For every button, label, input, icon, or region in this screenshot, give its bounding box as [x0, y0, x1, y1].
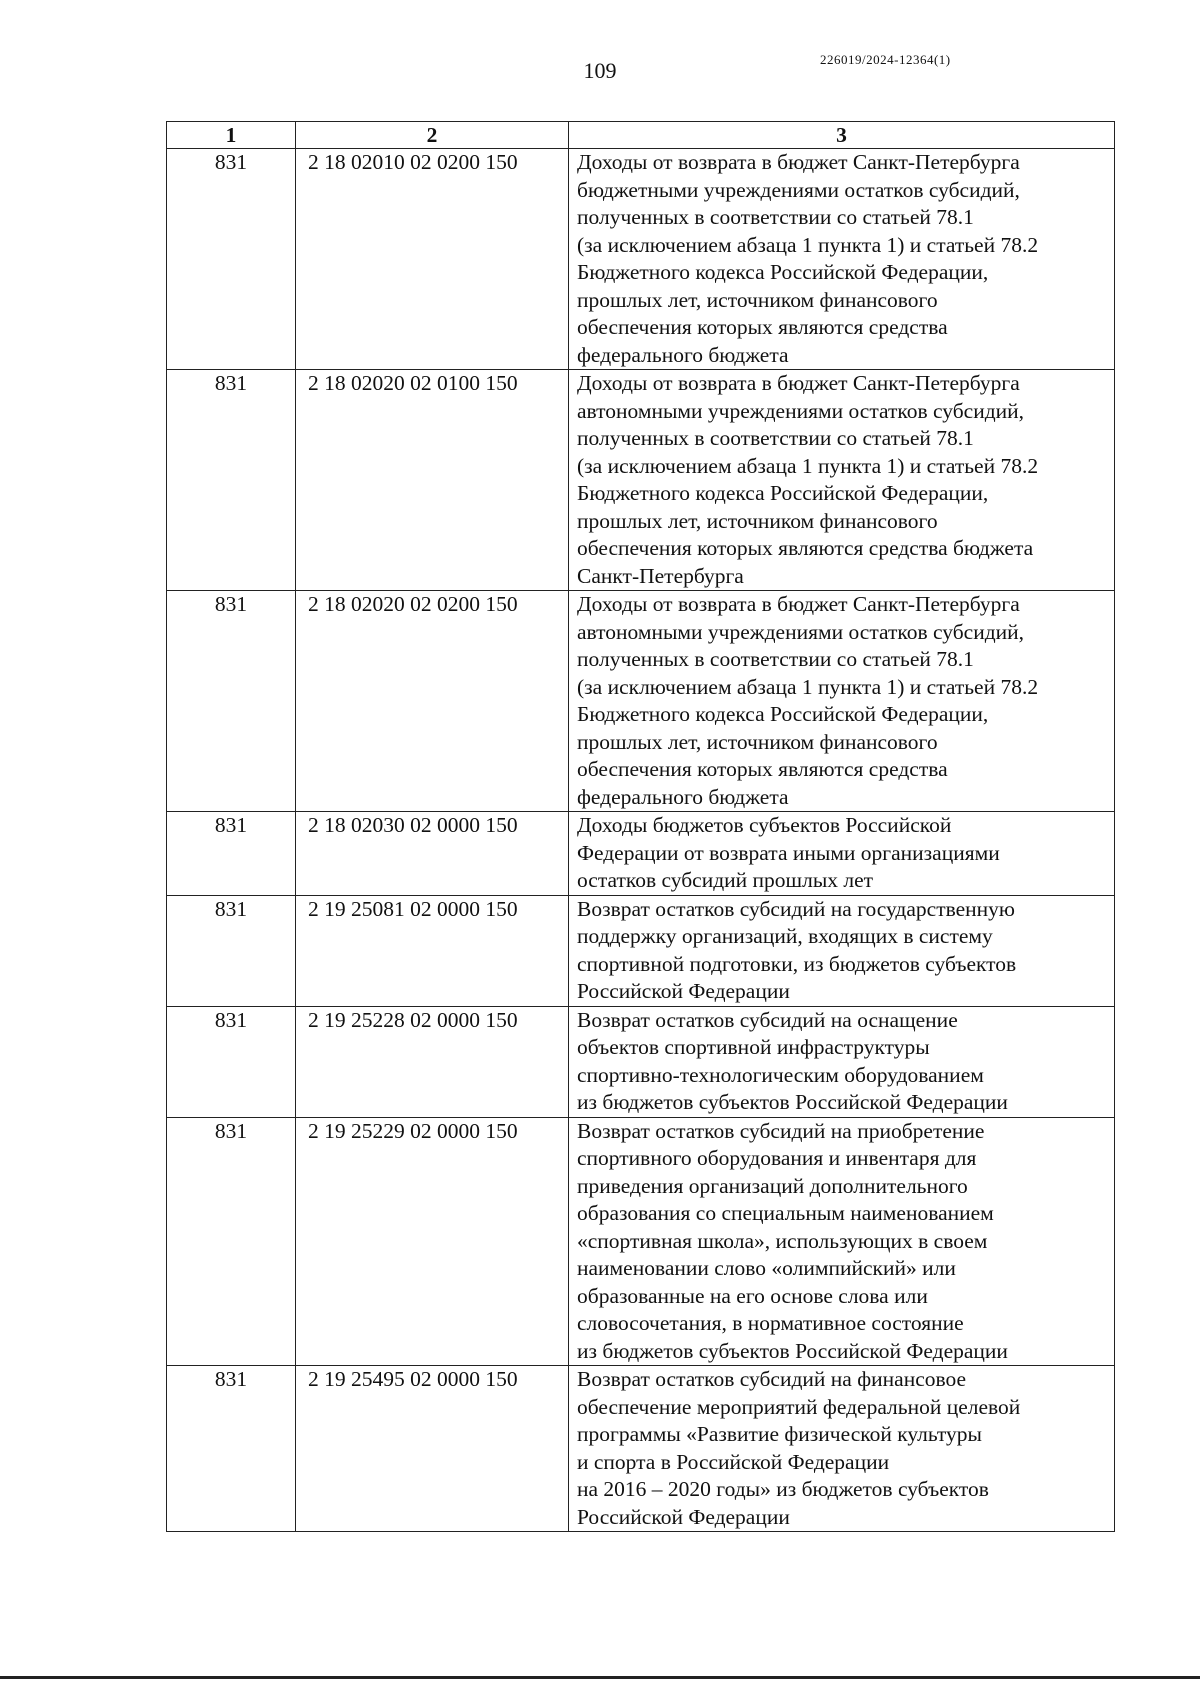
- description-line: спортивной подготовки, из бюджетов субъектов: [577, 951, 1017, 976]
- description-line: прошлых лет, источником финансового: [577, 287, 938, 312]
- description-line: спортивного оборудования и инвентаря для: [577, 1146, 977, 1170]
- column-header-2: 2: [296, 122, 569, 149]
- classification-code-cell: 2 18 02030 02 0000 150: [296, 812, 569, 896]
- classification-code-cell: 2 18 02020 02 0100 150: [296, 370, 569, 591]
- column-header-3: 3: [569, 122, 1115, 149]
- description-line: Санкт-Петербурга: [577, 563, 744, 588]
- description-line: автономными учреждениями остатков субсидий,: [577, 398, 1025, 423]
- table-row: [167, 812, 1115, 896]
- description-cell: [569, 1006, 1115, 1117]
- description-line: Доходы бюджетов субъектов Российской: [577, 813, 952, 837]
- classification-code-cell: 2 19 25495 02 0000 150: [296, 1366, 569, 1532]
- description-line: поддержку организаций, входящих в систему: [577, 924, 993, 948]
- admin-code-cell: 831: [167, 1366, 296, 1532]
- description-line: Доходы от возврата в бюджет Санкт-Петербурга: [577, 150, 1020, 174]
- description-line: образованные на его основе слова или: [577, 1283, 928, 1308]
- description-line: программы «Развитие физической культуры: [577, 1422, 982, 1446]
- table-row: [167, 895, 1115, 1006]
- description-line: полученных в соответствии со статьей 78.1: [577, 647, 974, 671]
- description-line: остатков субсидий прошлых лет: [577, 868, 874, 892]
- description-line: обеспечения которых являются средства: [577, 757, 948, 781]
- bottom-border-line: [0, 1676, 1200, 1679]
- description-line: спортивно-технологическим оборудованием: [577, 1062, 984, 1087]
- description-line: словосочетания, в нормативное состояние: [577, 1311, 964, 1335]
- admin-code-cell: 831: [167, 591, 296, 812]
- description-line: Российской Федерации: [577, 1504, 790, 1529]
- description-line: объектов спортивной инфраструктуры: [577, 1035, 930, 1059]
- page-number: 109: [583, 58, 617, 83]
- description-line: прошлых лет, источником финансового: [577, 729, 938, 754]
- description-cell: [569, 149, 1115, 370]
- description-line: Бюджетного кодекса Российской Федерации,: [577, 481, 989, 505]
- classification-code-cell: 2 18 02010 02 0200 150: [296, 149, 569, 370]
- classification-code-cell: 2 19 25081 02 0000 150: [296, 895, 569, 1006]
- description-line: наименовании слово «олимпийский» или: [577, 1256, 956, 1280]
- admin-code-cell: 831: [167, 895, 296, 1006]
- description-line: автономными учреждениями остатков субсидий,: [577, 619, 1025, 644]
- description-line: Федерации от возврата иными организациями: [577, 840, 1000, 865]
- table-body: [167, 149, 1115, 1532]
- classification-code-cell: 2 19 25229 02 0000 150: [296, 1117, 569, 1366]
- description-line: Возврат остатков субсидий на государственную: [577, 896, 1015, 921]
- description-line: приведения организаций дополнительного: [577, 1173, 968, 1198]
- description-cell: [569, 370, 1115, 591]
- description-line: федерального бюджета: [577, 342, 789, 367]
- admin-code-cell: 831: [167, 149, 296, 370]
- description-line: обеспечение мероприятий федеральной целевой: [577, 1394, 1021, 1419]
- description-cell: [569, 591, 1115, 812]
- budget-classification-table: [166, 121, 1115, 1532]
- description-line: Российской Федерации: [577, 979, 790, 1003]
- description-line: Возврат остатков субсидий на приобретение: [577, 1118, 985, 1143]
- description-cell: [569, 1117, 1115, 1366]
- description-line: Возврат остатков субсидий на оснащение: [577, 1007, 958, 1032]
- description-line: обеспечения которых являются средства бюджета: [577, 536, 1034, 560]
- description-line: полученных в соответствии со статьей 78.1: [577, 205, 974, 229]
- description-line: из бюджетов субъектов Российской Федерации: [577, 1090, 1008, 1114]
- admin-code-cell: 831: [167, 370, 296, 591]
- description-line: «спортивная школа», использующих в своем: [577, 1228, 988, 1253]
- column-header-1: 1: [167, 122, 296, 149]
- table-row: [167, 370, 1115, 591]
- description-cell: [569, 1366, 1115, 1532]
- description-line: (за исключением абзаца 1 пункта 1) и статьей 78.2: [577, 674, 1039, 699]
- admin-code-cell: 831: [167, 812, 296, 896]
- admin-code-cell: 831: [167, 1006, 296, 1117]
- description-line: бюджетными учреждениями остатков субсидий,: [577, 177, 1020, 202]
- description-line: Возврат остатков субсидий на финансовое: [577, 1367, 967, 1391]
- table-row: [167, 1366, 1115, 1532]
- classification-code-cell: 2 19 25228 02 0000 150: [296, 1006, 569, 1117]
- description-line: на 2016 – 2020 годы» из бюджетов субъектов: [577, 1477, 989, 1501]
- description-line: Доходы от возврата в бюджет Санкт-Петербурга: [577, 371, 1020, 395]
- description-line: Бюджетного кодекса Российской Федерации,: [577, 702, 989, 726]
- description-line: из бюджетов субъектов Российской Федерации: [577, 1338, 1008, 1363]
- description-line: прошлых лет, источником финансового: [577, 508, 938, 533]
- description-line: Бюджетного кодекса Российской Федерации,: [577, 260, 989, 284]
- admin-code-cell: 831: [167, 1117, 296, 1366]
- table-row: [167, 1117, 1115, 1366]
- description-line: обеспечения которых являются средства: [577, 315, 948, 339]
- description-line: Доходы от возврата в бюджет Санкт-Петербурга: [577, 592, 1020, 616]
- description-line: (за исключением абзаца 1 пункта 1) и статьей 78.2: [577, 232, 1039, 257]
- description-cell: [569, 812, 1115, 896]
- description-line: (за исключением абзаца 1 пункта 1) и статьей 78.2: [577, 453, 1039, 478]
- description-line: и спорта в Российской Федерации: [577, 1449, 890, 1474]
- table-row: [167, 1006, 1115, 1117]
- description-line: федерального бюджета: [577, 784, 789, 809]
- table-row: [167, 149, 1115, 370]
- description-line: образования со специальным наименованием: [577, 1201, 994, 1225]
- document-id: 226019/2024-12364(1): [820, 52, 951, 67]
- description-line: полученных в соответствии со статьей 78.1: [577, 426, 974, 450]
- table-row: [167, 591, 1115, 812]
- classification-code-cell: 2 18 02020 02 0200 150: [296, 591, 569, 812]
- description-cell: [569, 895, 1115, 1006]
- header-row: [167, 122, 1115, 149]
- table-header: [167, 122, 1115, 149]
